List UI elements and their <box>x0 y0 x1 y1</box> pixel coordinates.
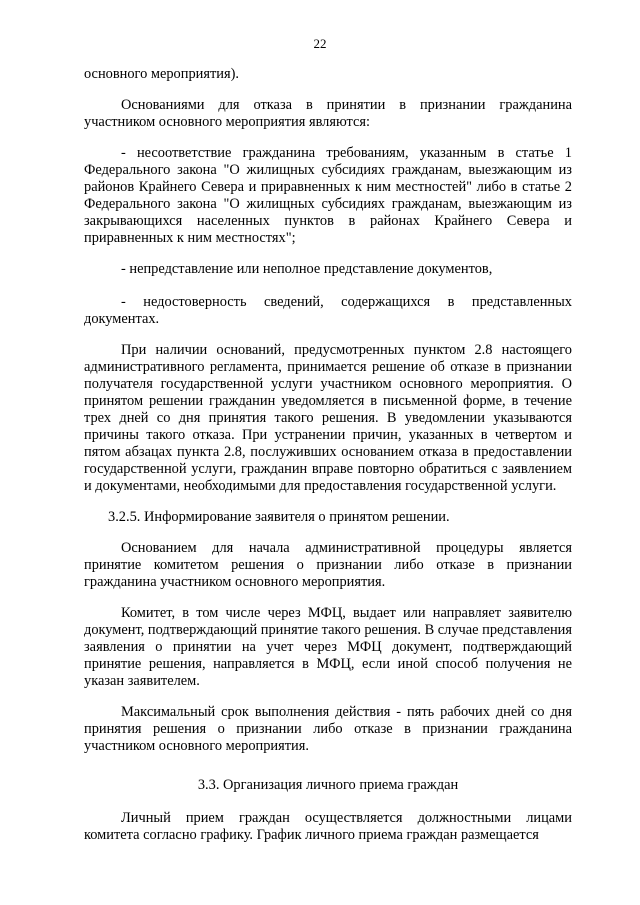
paragraph-false-information: - недостоверность сведений, содержащихся в представленных документах. <box>84 294 572 327</box>
paragraph-personal-reception: Личный прием граждан осуществляется должностными лицами комитета согласно графику. График личного приема граждан размещается <box>84 810 572 843</box>
section-heading-3-2-5: 3.2.5. Информирование заявителя о принятом решении. <box>108 509 450 525</box>
paragraph-procedure-basis: Основанием для начала административной процедуры является принятие комитетом решения о признании либо отказе в признании гражданина участником основного мероприятия. <box>84 540 572 590</box>
page-number: 22 <box>313 36 327 51</box>
paragraph-committee-issues-document: Комитет, в том числе через МФЦ, выдает или направляет заявителю документ, подтверждающий принятие такого решения. В случае представления заявления о принятии на учет через МФЦ документ, подтверждающий принятие решения, направляется в МФЦ, если иной способ получения не указан заявителем. <box>84 605 573 689</box>
document-body <box>84 66 572 858</box>
paragraph-refusal-grounds: Основаниями для отказа в принятии в признании гражданина участником основного мероприятия являются: <box>84 97 572 130</box>
paragraph-max-deadline: Максимальный срок выполнения действия - пять рабочих дней со дня принятия решения о признании либо отказе в признании гражданина участником основного мероприятия. <box>84 704 572 754</box>
paragraph-missing-documents: - непредставление или неполное представление документов, <box>121 261 493 277</box>
paragraph-refusal-decision: При наличии оснований, предусмотренных пунктом 2.8 настоящего административного регламента, принимается решение об отказе в признании получателя государственной услуги участником основного мероприятия. О принятом решении гражданин уведомляется в письменной форме, в течение трех дней со дня принятия такого решения. В уведомлении указываются причины такого отказа. При устранении причин, указанных в четвертом и пятом абзацах пункта 2.8, послуживших основанием отказа в предоставлении государственной услуги, гражданин вправе повторно обратиться с заявлением и документами, необходимыми для предоставления государственной услуги. <box>84 342 572 494</box>
paragraph-continuation: основного мероприятия). <box>84 66 239 82</box>
paragraph-noncompliance: - несоответствие гражданина требованиям, указанным в статье 1 Федерального закона "О жилищных субсидиях гражданам, выезжающим из районов Крайнего Севера и приравненных к ним местностей" либо в статье 2 Федерального закона "О жилищных субсидиях гражданам, выезжающим из закрывающихся населенных пунктов в районах Крайнего Севера и приравненных к ним местностях"; <box>84 145 572 246</box>
section-heading-3-3: 3.3. Организация личного приема граждан <box>197 777 459 793</box>
